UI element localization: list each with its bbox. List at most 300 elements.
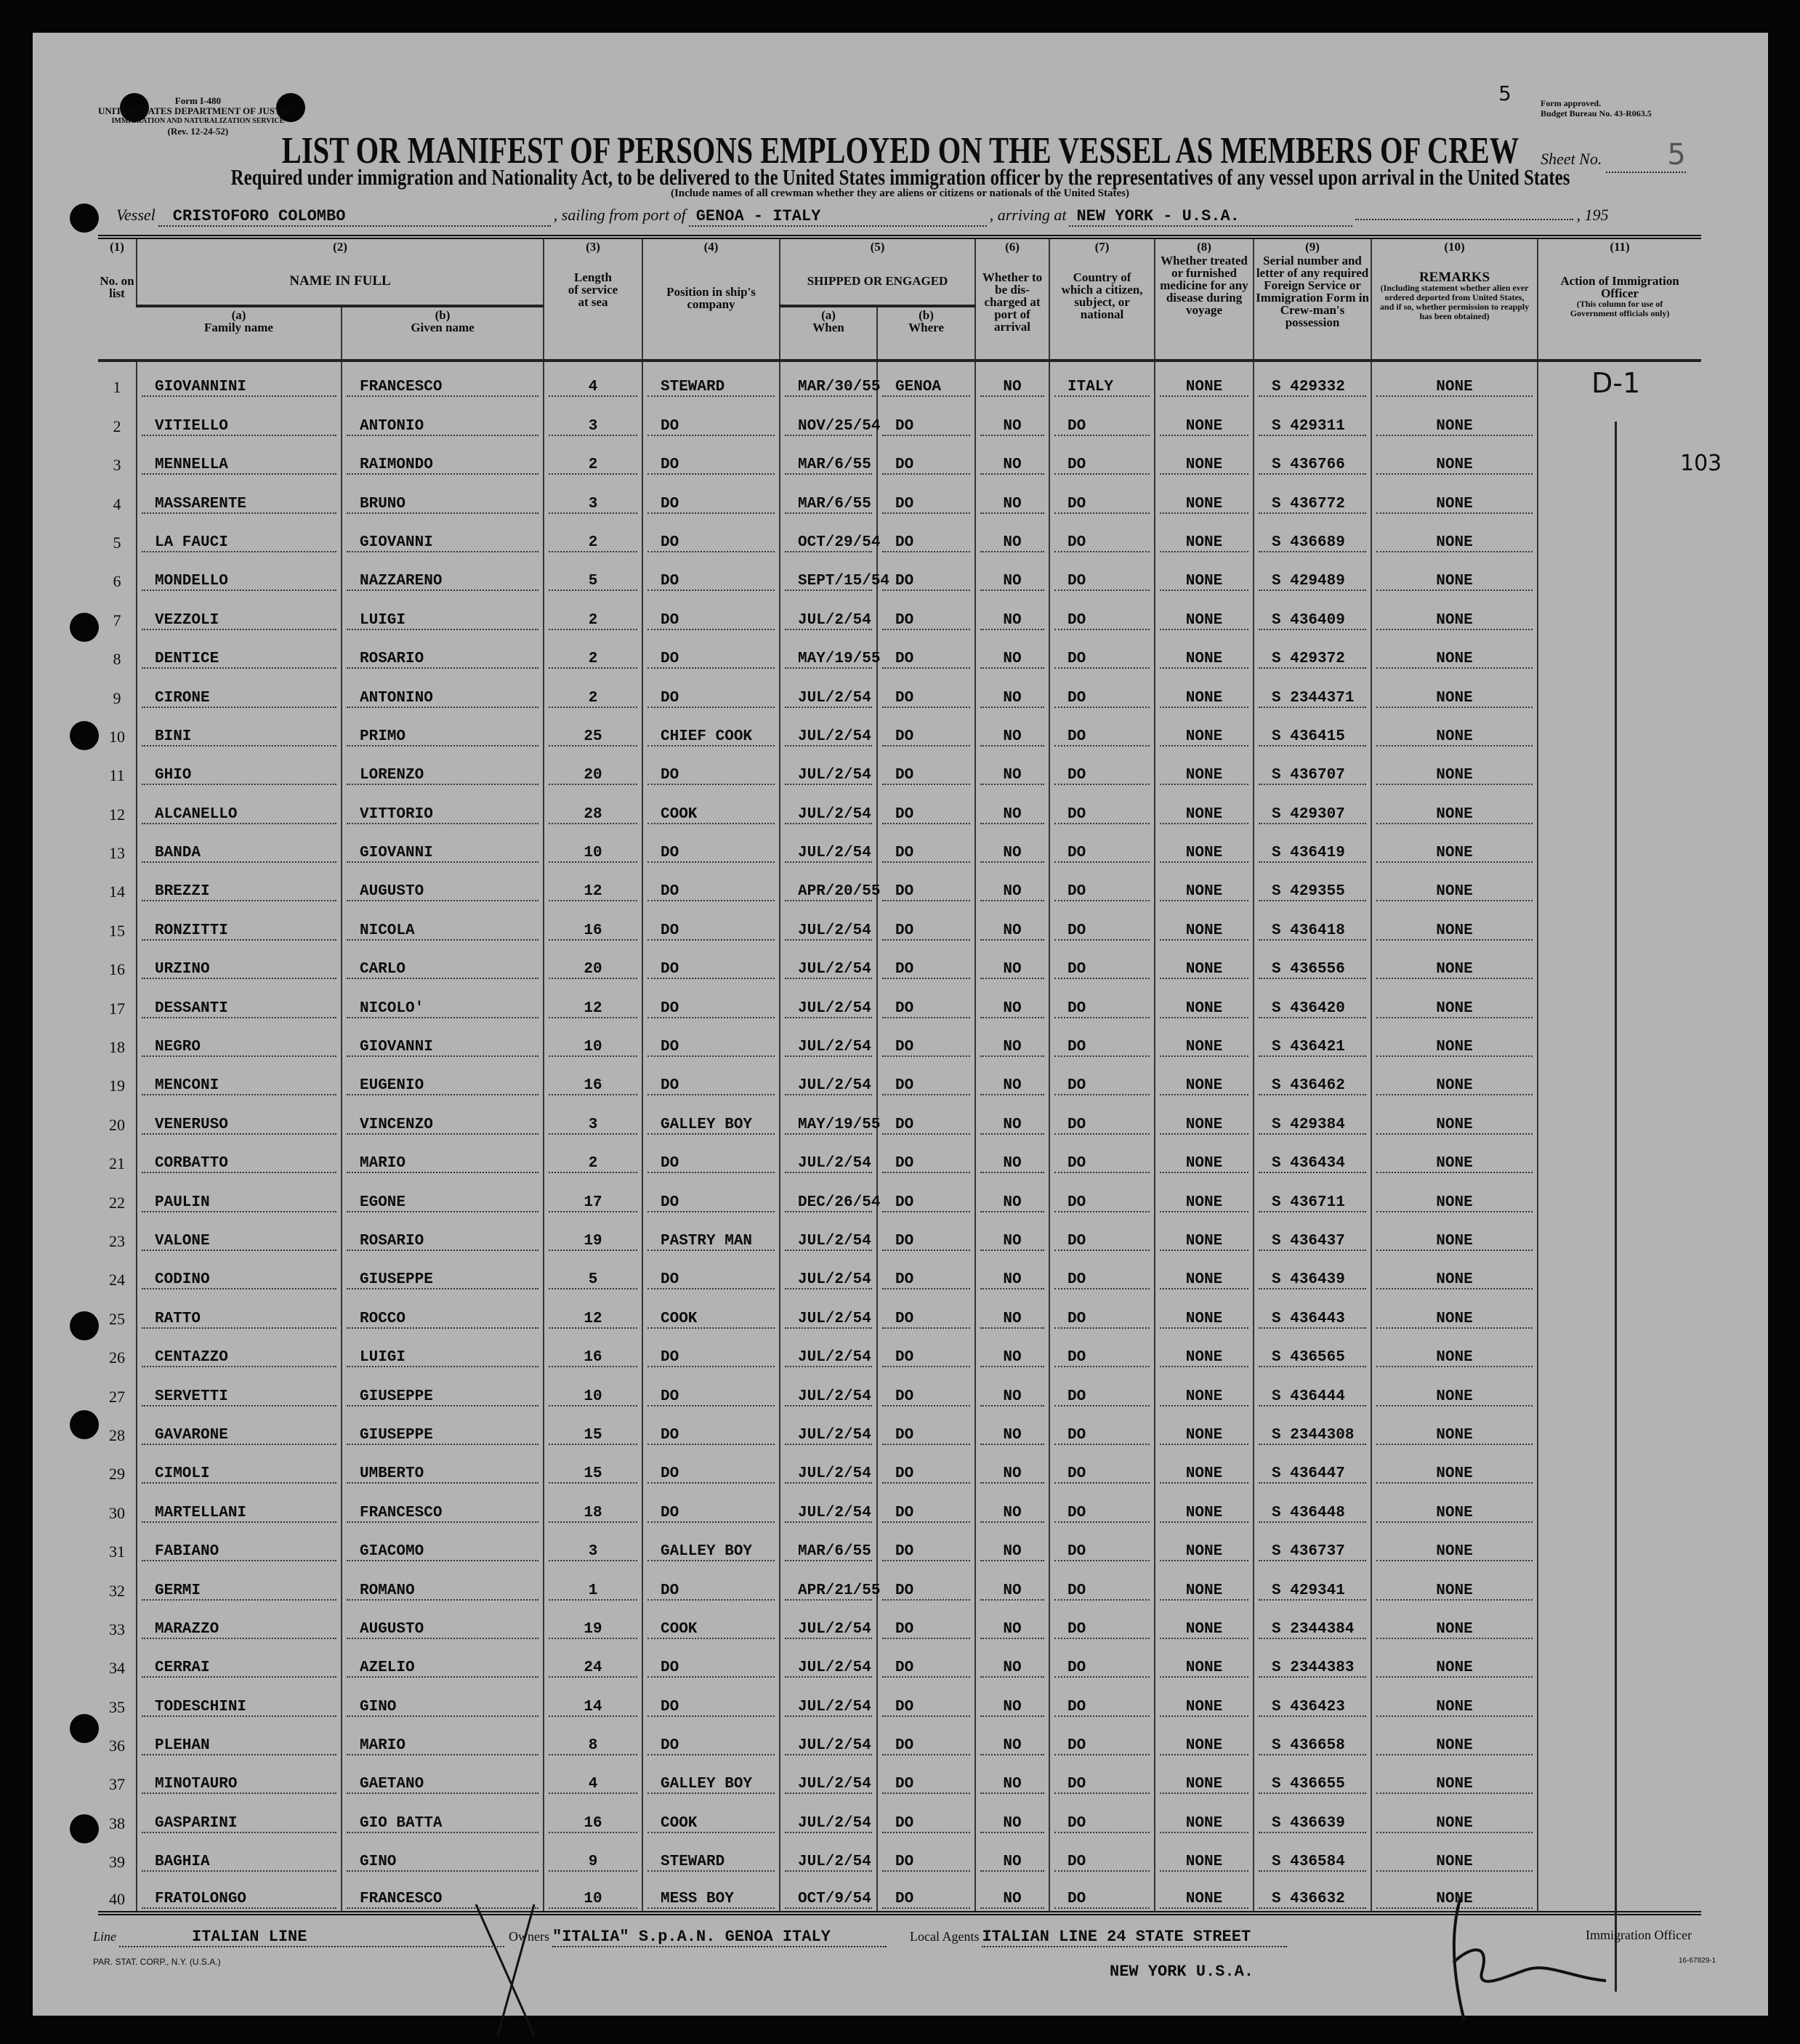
shipped-where-cell (877, 1021, 975, 1059)
length-of-service-cell (544, 710, 642, 749)
length-of-service-cell (544, 593, 642, 632)
medicine-cell (1155, 1059, 1254, 1098)
length-of-service: 20 (549, 961, 637, 979)
position: DO (647, 1659, 775, 1678)
given-name-cell (342, 1021, 544, 1059)
row-number-cell: 5 (113, 533, 121, 552)
position-cell (642, 438, 780, 477)
shipped-when: JUL/2/54 (785, 612, 872, 630)
shipped-where-cell (877, 943, 975, 981)
remarks-cell (1371, 1098, 1538, 1136)
signature (1446, 1890, 1613, 2028)
family-name: BANDA (142, 845, 336, 863)
action-cell (1538, 1098, 1701, 1136)
family-name-cell (137, 1680, 342, 1718)
remarks-cell (1371, 981, 1538, 1020)
discharged: NO (980, 690, 1044, 708)
country-cell (1049, 1059, 1155, 1098)
country-cell (1049, 361, 1155, 399)
given-name-cell (342, 555, 544, 593)
serial-number-cell (1254, 1215, 1371, 1253)
country-cell (1049, 1874, 1155, 1912)
country-cell (1049, 1331, 1155, 1369)
given-name: UMBERTO (347, 1465, 538, 1484)
serial-number-cell (1254, 1564, 1371, 1602)
length-of-service: 2 (549, 534, 637, 552)
serial-number-cell (1254, 1409, 1371, 1447)
serial-number: S 436423 (1259, 1699, 1366, 1717)
arrival-port: NEW YORK - U.S.A. (1069, 207, 1352, 227)
shipped-where-cell (877, 632, 975, 671)
shipped-where: DO (882, 690, 970, 708)
shipped-when: JUL/2/54 (785, 1349, 872, 1367)
medicine: NONE (1160, 1388, 1248, 1407)
given-name-cell (342, 632, 544, 671)
medicine-cell (1155, 1447, 1254, 1486)
row-number-cell: 34 (109, 1659, 125, 1678)
medicine-cell (1155, 477, 1254, 515)
form-approval (1541, 98, 1652, 118)
family-name: BINI (142, 728, 336, 747)
country-cell (1049, 632, 1155, 671)
row-number-cell: 27 (109, 1387, 125, 1406)
given-name: AZELIO (347, 1659, 538, 1678)
length-of-service-cell (544, 1331, 642, 1369)
given-name: ROCCO (347, 1311, 538, 1329)
position-cell (642, 516, 780, 555)
country: DO (1054, 612, 1150, 630)
position: DO (647, 1505, 775, 1523)
given-name-cell (342, 1098, 544, 1136)
family-name-cell (137, 1021, 342, 1059)
given-name-cell (342, 361, 544, 399)
discharged: NO (980, 379, 1044, 397)
remarks: NONE (1376, 690, 1533, 708)
medicine: NONE (1160, 1233, 1248, 1251)
serial-number: S 429355 (1259, 883, 1366, 901)
position-cell (642, 1680, 780, 1718)
remarks: NONE (1376, 573, 1533, 591)
page-mark: 5 (1498, 81, 1512, 105)
discharged: NO (980, 961, 1044, 979)
length-of-service-cell (544, 1292, 642, 1330)
given-name-cell (342, 1835, 544, 1874)
shipped-when: JUL/2/54 (785, 845, 872, 863)
remarks: NONE (1376, 1116, 1533, 1135)
discharged-cell (975, 749, 1049, 787)
medicine: NONE (1160, 1194, 1248, 1212)
medicine: NONE (1160, 1659, 1248, 1678)
family-name: TODESCHINI (142, 1699, 336, 1717)
serial-number: S 429372 (1259, 651, 1366, 669)
shipped-when: JUL/2/54 (785, 1039, 872, 1057)
medicine-cell (1155, 749, 1254, 787)
row-number-cell: 15 (109, 921, 125, 940)
length-of-service: 18 (549, 1505, 637, 1523)
remarks-cell (1371, 1021, 1538, 1059)
discharged-cell (975, 865, 1049, 904)
family-name: GASPARINI (142, 1815, 336, 1833)
length-of-service-cell (544, 1796, 642, 1835)
family-name: CENTAZZO (142, 1349, 336, 1367)
shipped-when: JUL/2/54 (785, 1776, 872, 1794)
discharged-cell (975, 1447, 1049, 1486)
medicine: NONE (1160, 1155, 1248, 1173)
given-name-cell (342, 399, 544, 438)
serial-number: S 429332 (1259, 379, 1366, 397)
medicine: NONE (1160, 456, 1248, 475)
country: DO (1054, 1116, 1150, 1135)
action-cell (1538, 1292, 1701, 1330)
shipped-where: DO (882, 651, 970, 669)
country-cell (1049, 1719, 1155, 1758)
medicine: NONE (1160, 418, 1248, 436)
given-name-cell (342, 1292, 544, 1330)
position-cell (642, 477, 780, 515)
action-cell (1538, 787, 1701, 826)
medicine-cell (1155, 1680, 1254, 1718)
serial-number: S 436439 (1259, 1271, 1366, 1289)
printer-credit: PAR. STAT. CORP., N.Y. (U.S.A.) (93, 1957, 221, 1967)
discharged-cell (975, 361, 1049, 399)
table-row (98, 826, 1701, 865)
length-of-service: 12 (549, 1000, 637, 1018)
discharged: NO (980, 534, 1044, 552)
shipped-when-cell (780, 943, 877, 981)
serial-number: S 436707 (1259, 767, 1366, 785)
given-name: LUIGI (347, 612, 538, 630)
position: COOK (647, 1621, 775, 1639)
remarks-cell (1371, 1175, 1538, 1214)
remarks: NONE (1376, 1891, 1533, 1909)
col-header-action: (11) Action of Immigration Officer (This column for use of Government officials only) (1538, 237, 1701, 361)
shipped-where: DO (882, 845, 970, 863)
serial-number: S 436415 (1259, 728, 1366, 747)
shipped-when: JUL/2/54 (785, 1505, 872, 1523)
given-name: GIACOMO (347, 1543, 538, 1561)
shipped-where: DO (882, 456, 970, 475)
shipped-when-cell (780, 1292, 877, 1330)
country: DO (1054, 728, 1150, 747)
position-cell (642, 632, 780, 671)
family-name-cell (137, 1331, 342, 1369)
family-name: MENNELLA (142, 456, 336, 475)
row-number-cell: 10 (109, 727, 125, 746)
table-row (98, 1369, 1701, 1408)
shipped-when-cell (780, 1874, 877, 1912)
remarks: NONE (1376, 534, 1533, 552)
country: DO (1054, 1155, 1150, 1173)
given-name: NICOLA (347, 922, 538, 941)
family-name-cell (137, 710, 342, 749)
remarks: NONE (1376, 1737, 1533, 1755)
shipped-when-cell (780, 1447, 877, 1486)
table-row (98, 1331, 1701, 1369)
family-name-cell (137, 787, 342, 826)
medicine-cell (1155, 1874, 1254, 1912)
position-cell (642, 671, 780, 709)
shipped-when: OCT/9/54 (785, 1891, 872, 1909)
table-row (98, 1409, 1701, 1447)
shipped-where-cell (877, 438, 975, 477)
country-cell (1049, 1525, 1155, 1564)
discharged-cell (975, 399, 1049, 438)
country-cell (1049, 826, 1155, 865)
remarks: NONE (1376, 1155, 1533, 1173)
medicine-cell (1155, 1215, 1254, 1253)
length-of-service-cell (544, 361, 642, 399)
position: DO (647, 767, 775, 785)
remarks-cell (1371, 399, 1538, 438)
shipped-when-cell (780, 1215, 877, 1253)
serial-number: S 436711 (1259, 1194, 1366, 1212)
punch-hole (70, 1714, 99, 1743)
shipped-when: OCT/29/54 (785, 534, 872, 552)
shipped-when: JUL/2/54 (785, 1155, 872, 1173)
medicine-cell (1155, 361, 1254, 399)
length-of-service-cell (544, 1486, 642, 1524)
remarks: NONE (1376, 1582, 1533, 1601)
country: DO (1054, 1737, 1150, 1755)
row-number-cell: 13 (109, 844, 125, 863)
remarks-cell (1371, 555, 1538, 593)
shipped-when: JUL/2/54 (785, 1737, 872, 1755)
shipped-where-cell (877, 477, 975, 515)
position: COOK (647, 1815, 775, 1833)
given-name: GIOVANNI (347, 845, 538, 863)
serial-number: S 436689 (1259, 534, 1366, 552)
shipped-where: DO (882, 1233, 970, 1251)
shipped-when: APR/21/55 (785, 1582, 872, 1601)
action-cell (1538, 904, 1701, 942)
medicine-cell (1155, 1796, 1254, 1835)
row-number-cell: 2 (113, 417, 121, 435)
discharged-cell (975, 943, 1049, 981)
position: DO (647, 1427, 775, 1445)
line-label: Line (93, 1929, 117, 1944)
position-cell (642, 1447, 780, 1486)
shipped-when-cell (780, 826, 877, 865)
medicine: NONE (1160, 767, 1248, 785)
family-name: GERMI (142, 1582, 336, 1601)
length-of-service: 2 (549, 651, 637, 669)
shipped-where: DO (882, 1349, 970, 1367)
row-number-cell: 6 (113, 572, 121, 591)
medicine: NONE (1160, 728, 1248, 747)
discharged: NO (980, 845, 1044, 863)
length-of-service: 19 (549, 1233, 637, 1251)
length-of-service-cell (544, 1603, 642, 1641)
family-name: CORBATTO (142, 1155, 336, 1173)
row-number-cell: 3 (113, 456, 121, 475)
country: DO (1054, 1349, 1150, 1367)
position: DO (647, 1388, 775, 1407)
given-name: ROSARIO (347, 651, 538, 669)
medicine-cell (1155, 1719, 1254, 1758)
medicine-cell (1155, 1292, 1254, 1330)
shipped-when: JUL/2/54 (785, 1271, 872, 1289)
position-cell (642, 1641, 780, 1680)
discharged-cell (975, 1137, 1049, 1175)
shipped-where: DO (882, 1505, 970, 1523)
medicine-cell (1155, 826, 1254, 865)
medicine-cell (1155, 632, 1254, 671)
discharged: NO (980, 1116, 1044, 1135)
remarks-cell (1371, 1486, 1538, 1524)
shipped-when-cell (780, 865, 881, 904)
length-of-service-cell (544, 438, 642, 477)
length-of-service: 19 (549, 1621, 637, 1639)
family-name-cell (137, 904, 342, 942)
serial-number: S 436737 (1259, 1543, 1366, 1561)
length-of-service: 4 (549, 1776, 637, 1794)
family-name-cell (137, 1447, 342, 1486)
country-cell (1049, 1564, 1155, 1602)
shipped-when-cell (780, 1253, 877, 1292)
table-row (98, 904, 1701, 942)
given-name: FRANCESCO (347, 1891, 538, 1909)
length-of-service-cell (544, 981, 642, 1020)
discharged-cell (975, 904, 1049, 942)
shipped-where-cell (877, 1758, 975, 1796)
country-cell (1049, 1641, 1155, 1680)
family-name: NEGRO (142, 1039, 336, 1057)
serial-number-cell (1254, 555, 1371, 593)
action-cell (1538, 981, 1701, 1020)
length-of-service-cell (544, 904, 642, 942)
position: DO (647, 1349, 775, 1367)
medicine: NONE (1160, 651, 1248, 669)
serial-number-cell (1254, 671, 1371, 709)
shipped-where-cell (877, 1331, 975, 1369)
serial-number: S 436565 (1259, 1349, 1366, 1367)
action-cell (1538, 1835, 1701, 1874)
shipped-when: JUL/2/54 (785, 1077, 872, 1095)
remarks-cell (1371, 1331, 1538, 1369)
family-name: GHIO (142, 767, 336, 785)
country: DO (1054, 1699, 1150, 1717)
discharged: NO (980, 1349, 1044, 1367)
discharged-cell (975, 1331, 1049, 1369)
position-cell (642, 710, 780, 749)
shipped-where: DO (882, 767, 970, 785)
discharged-cell (975, 1253, 1049, 1292)
shipped-where-cell (877, 1874, 975, 1912)
sheet-label: Sheet No. (1541, 150, 1602, 168)
discharged-cell (975, 1680, 1049, 1718)
country: DO (1054, 1815, 1150, 1833)
row-number-cell: 22 (109, 1193, 125, 1212)
medicine: NONE (1160, 1427, 1248, 1445)
remarks-cell (1371, 516, 1538, 555)
given-name-cell (342, 943, 544, 981)
length-of-service-cell (544, 826, 642, 865)
action-cell (1538, 1175, 1701, 1214)
remarks-cell (1371, 1719, 1538, 1758)
position: DO (647, 1155, 775, 1173)
medicine-cell (1155, 1021, 1254, 1059)
country: DO (1054, 1465, 1150, 1484)
country-cell (1049, 1835, 1155, 1874)
table-row (98, 1447, 1701, 1486)
position-cell (642, 1253, 780, 1292)
medicine: NONE (1160, 961, 1248, 979)
position: GALLEY BOY (647, 1543, 775, 1561)
family-name-cell (137, 1253, 342, 1292)
serial-number-cell (1254, 865, 1371, 904)
sailing-label: , sailing from port of (553, 206, 686, 224)
discharged-cell (975, 1409, 1049, 1447)
country-cell (1049, 749, 1155, 787)
row-number-cell: 18 (109, 1038, 125, 1057)
shipped-where-cell (877, 555, 975, 593)
given-name-cell (342, 710, 544, 749)
country-cell (1049, 1758, 1155, 1796)
family-name-cell (137, 1098, 342, 1136)
remarks-cell (1371, 671, 1538, 709)
family-name-cell (137, 1525, 342, 1564)
position: GALLEY BOY (647, 1776, 775, 1794)
shipped-where-cell (877, 1525, 975, 1564)
family-name: LA FAUCI (142, 534, 336, 552)
action-cell (1538, 710, 1701, 749)
serial-number: S 436444 (1259, 1388, 1366, 1407)
remarks: NONE (1376, 1194, 1533, 1212)
shipped-when-cell (780, 1525, 877, 1564)
length-of-service: 9 (549, 1854, 637, 1872)
shipped-when: NOV/25/54 (785, 418, 872, 436)
length-of-service-cell (544, 1369, 642, 1408)
position-cell (642, 826, 780, 865)
row-number-cell: 4 (113, 494, 121, 513)
agents-value: ITALIAN LINE 24 STATE STREET (982, 1928, 1287, 1947)
vessel-line (116, 206, 1700, 227)
serial-number-cell (1254, 438, 1371, 477)
length-of-service: 2 (549, 690, 637, 708)
given-name-cell (342, 1564, 544, 1602)
given-name: GIOVANNI (347, 534, 538, 552)
medicine: NONE (1160, 534, 1248, 552)
given-name: LORENZO (347, 767, 538, 785)
given-name: GIUSEPPE (347, 1427, 538, 1445)
include-note: (Include names of all crewman whether they are aliens or citizens or nationals of the United States) (670, 188, 1130, 199)
medicine-cell (1155, 399, 1254, 438)
discharged: NO (980, 1776, 1044, 1794)
serial-number-cell (1254, 1021, 1371, 1059)
country: DO (1054, 651, 1150, 669)
given-name: GINO (347, 1699, 538, 1717)
row-number-cell: 7 (113, 611, 121, 629)
discharged-cell (975, 1719, 1049, 1758)
remarks: NONE (1376, 651, 1533, 669)
shipped-when-cell (780, 1369, 877, 1408)
length-of-service-cell (544, 1215, 642, 1253)
row-number-cell: 11 (109, 766, 125, 785)
discharged: NO (980, 651, 1044, 669)
discharged: NO (980, 806, 1044, 824)
discharged-cell (975, 710, 1049, 749)
given-name-cell (342, 1603, 544, 1641)
given-name-cell (342, 593, 544, 632)
cross-mark (465, 1897, 545, 2043)
medicine-cell (1155, 865, 1254, 904)
country-cell (1049, 399, 1155, 438)
medicine: NONE (1160, 883, 1248, 901)
country-cell (1049, 593, 1155, 632)
discharged-cell (975, 555, 1049, 593)
remarks-cell (1371, 477, 1538, 515)
discharged-cell (975, 981, 1049, 1020)
